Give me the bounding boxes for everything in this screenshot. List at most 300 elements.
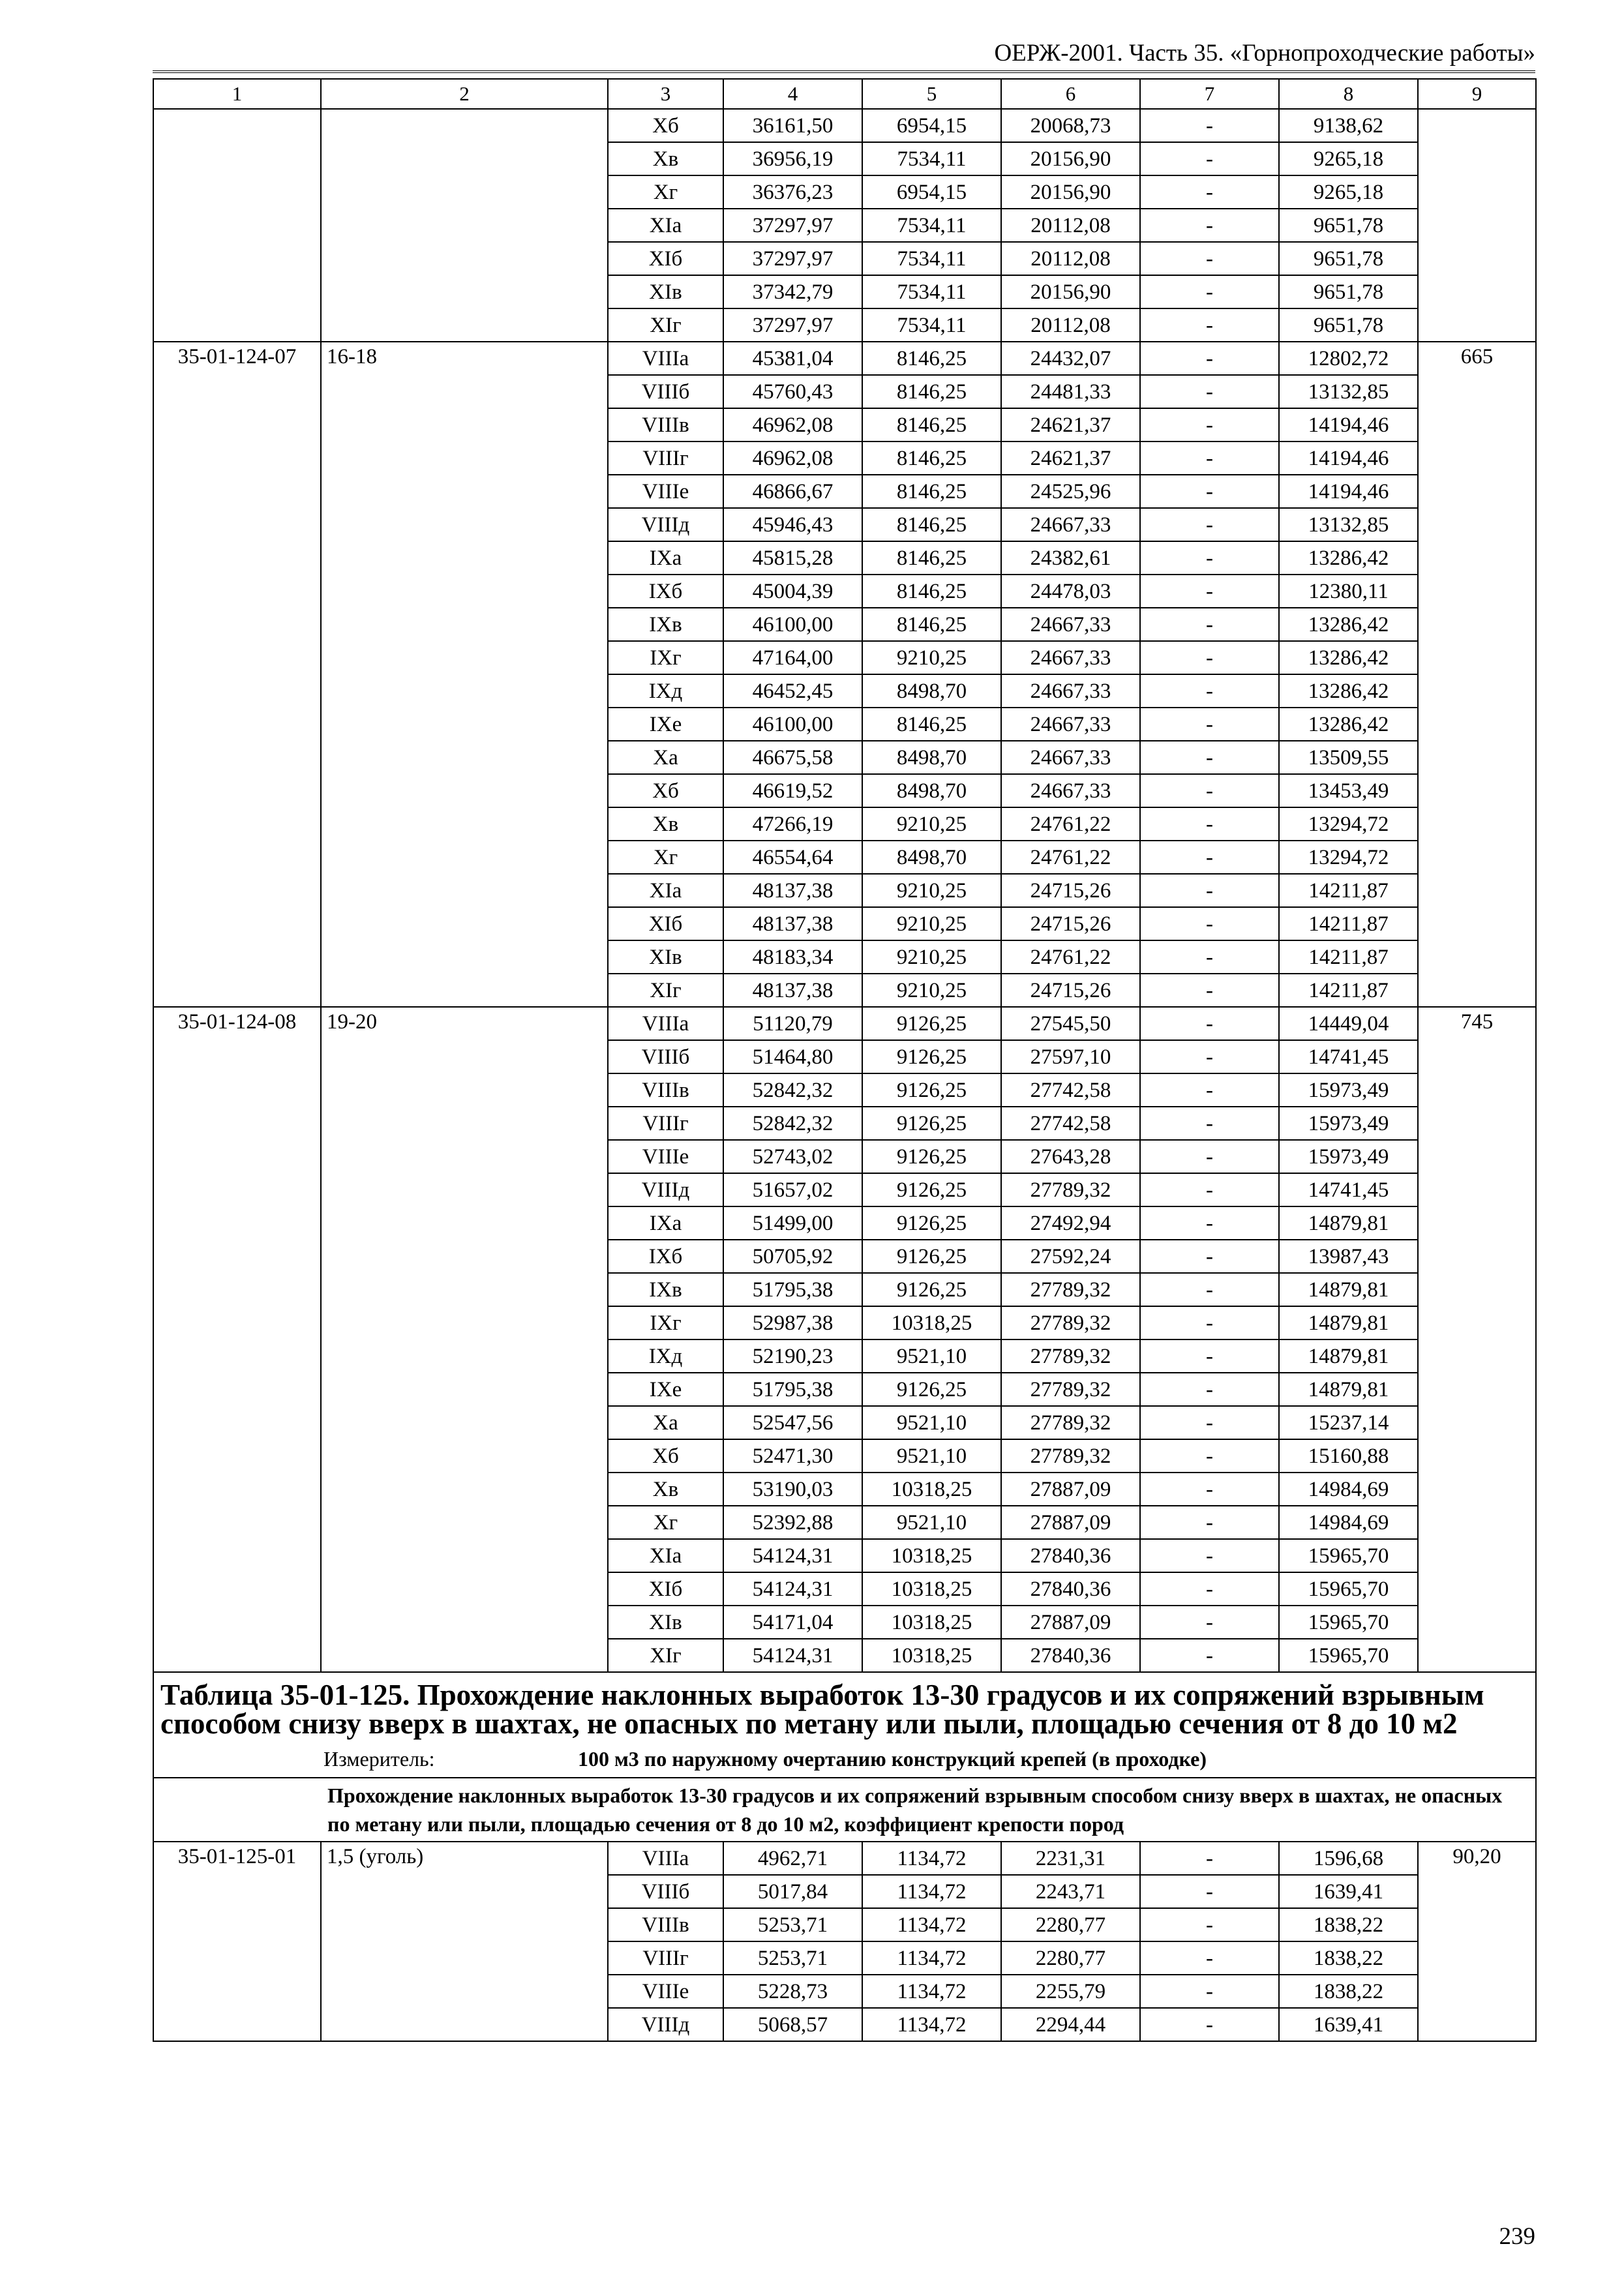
value-cell: 36956,19: [723, 142, 862, 175]
rock-category-cell: XIa: [608, 1539, 723, 1572]
rock-category-cell: Xa: [608, 741, 723, 774]
value-cell: 9126,25: [862, 1073, 1001, 1107]
value-cell: -: [1140, 1941, 1279, 1975]
value-cell: -: [1140, 1040, 1279, 1073]
value-cell: 27492,94: [1001, 1206, 1140, 1240]
value-cell: -: [1140, 408, 1279, 441]
value-cell: 13132,85: [1279, 508, 1418, 541]
value-cell: 15973,49: [1279, 1073, 1418, 1107]
value-cell: -: [1140, 940, 1279, 974]
rock-category-cell: VIIIд: [608, 2008, 723, 2041]
value-cell: -: [1140, 441, 1279, 475]
rock-category-cell: VIIIa: [608, 1007, 723, 1040]
value-cell: 9210,25: [862, 641, 1001, 674]
value-cell: -: [1140, 874, 1279, 907]
value-cell: 45004,39: [723, 575, 862, 608]
rock-category-cell: IXб: [608, 1240, 723, 1273]
value-cell: 54124,31: [723, 1539, 862, 1572]
value-cell: 51499,00: [723, 1206, 862, 1240]
value-cell: -: [1140, 708, 1279, 741]
value-cell: 8146,25: [862, 342, 1001, 375]
value-cell: 8146,25: [862, 541, 1001, 575]
value-cell: 1134,72: [862, 1975, 1001, 2008]
value-cell: -: [1140, 1975, 1279, 2008]
value-cell: 8498,70: [862, 674, 1001, 708]
value-cell: 13286,42: [1279, 541, 1418, 575]
value-cell: 45946,43: [723, 508, 862, 541]
value-cell: 27742,58: [1001, 1073, 1140, 1107]
rock-category-cell: VIIIe: [608, 1975, 723, 2008]
value-cell: 27840,36: [1001, 1539, 1140, 1572]
value-cell: 27742,58: [1001, 1107, 1140, 1140]
value-cell: 1838,22: [1279, 1975, 1418, 2008]
rock-category-cell: IXв: [608, 1273, 723, 1306]
value-cell: 10318,25: [862, 1539, 1001, 1572]
value-cell: 27597,10: [1001, 1040, 1140, 1073]
value-cell: 9265,18: [1279, 142, 1418, 175]
value-cell: 2231,31: [1001, 1842, 1140, 1875]
value-cell: -: [1140, 541, 1279, 575]
rock-category-cell: Xб: [608, 109, 723, 142]
value-cell: 9521,10: [862, 1506, 1001, 1539]
value-cell: 45381,04: [723, 342, 862, 375]
value-cell: 20112,08: [1001, 209, 1140, 242]
value-cell: 46100,00: [723, 608, 862, 641]
rock-category-cell: VIIIг: [608, 1107, 723, 1140]
column-number: 4: [723, 79, 862, 109]
rock-category-cell: VIIIa: [608, 1842, 723, 1875]
value-cell: 27545,50: [1001, 1007, 1140, 1040]
measure-line: [154, 1742, 1535, 1777]
value-cell: 37297,97: [723, 308, 862, 342]
value-cell: 9138,62: [1279, 109, 1418, 142]
value-cell: -: [1140, 1007, 1279, 1040]
value-cell: 13453,49: [1279, 774, 1418, 807]
col9-cell: [1418, 109, 1536, 342]
value-cell: 9651,78: [1279, 308, 1418, 342]
value-cell: -: [1140, 1606, 1279, 1639]
value-cell: 52842,32: [723, 1107, 862, 1140]
value-cell: 8146,25: [862, 575, 1001, 608]
value-cell: 9126,25: [862, 1373, 1001, 1406]
rock-category-cell: IXб: [608, 575, 723, 608]
value-cell: 20112,08: [1001, 242, 1140, 275]
value-cell: 14879,81: [1279, 1273, 1418, 1306]
value-cell: 13286,42: [1279, 674, 1418, 708]
value-cell: -: [1140, 2008, 1279, 2041]
value-cell: 14211,87: [1279, 974, 1418, 1007]
value-cell: 14741,45: [1279, 1040, 1418, 1073]
column-number: 8: [1279, 79, 1418, 109]
value-cell: -: [1140, 1473, 1279, 1506]
value-cell: 9521,10: [862, 1406, 1001, 1439]
value-cell: 9126,25: [862, 1107, 1001, 1140]
value-cell: -: [1140, 1572, 1279, 1606]
rock-category-cell: Xa: [608, 1406, 723, 1439]
value-cell: 9126,25: [862, 1173, 1001, 1206]
value-cell: 15965,70: [1279, 1572, 1418, 1606]
col9-cell: 665: [1418, 342, 1536, 1007]
description-row: [153, 1778, 1536, 1842]
value-cell: -: [1140, 974, 1279, 1007]
rock-category-cell: VIIIe: [608, 1140, 723, 1173]
value-cell: 1838,22: [1279, 1941, 1418, 1975]
value-cell: 9126,25: [862, 1140, 1001, 1173]
value-cell: 27592,24: [1001, 1240, 1140, 1273]
value-cell: 15973,49: [1279, 1107, 1418, 1140]
value-cell: 48183,34: [723, 940, 862, 974]
value-cell: 24667,33: [1001, 608, 1140, 641]
rock-category-cell: Xв: [608, 142, 723, 175]
value-cell: -: [1140, 508, 1279, 541]
value-cell: 46675,58: [723, 741, 862, 774]
value-cell: 27789,32: [1001, 1373, 1140, 1406]
value-cell: 20112,08: [1001, 308, 1140, 342]
rock-category-cell: XIб: [608, 242, 723, 275]
value-cell: -: [1140, 1539, 1279, 1572]
value-cell: -: [1140, 1273, 1279, 1306]
value-cell: 51657,02: [723, 1173, 862, 1206]
value-cell: 14194,46: [1279, 475, 1418, 508]
value-cell: 8146,25: [862, 608, 1001, 641]
value-cell: 37297,97: [723, 242, 862, 275]
value-cell: -: [1140, 1240, 1279, 1273]
rock-category-cell: Xг: [608, 175, 723, 209]
value-cell: 8146,25: [862, 475, 1001, 508]
value-cell: 2255,79: [1001, 1975, 1140, 2008]
value-cell: 14879,81: [1279, 1306, 1418, 1339]
rock-category-cell: VIIIб: [608, 1040, 723, 1073]
value-cell: -: [1140, 109, 1279, 142]
value-cell: 12380,11: [1279, 575, 1418, 608]
value-cell: -: [1140, 774, 1279, 807]
value-cell: 9126,25: [862, 1240, 1001, 1273]
value-cell: 24432,07: [1001, 342, 1140, 375]
value-cell: 14211,87: [1279, 907, 1418, 940]
value-cell: 9521,10: [862, 1439, 1001, 1473]
value-cell: 53190,03: [723, 1473, 862, 1506]
value-cell: 14984,69: [1279, 1473, 1418, 1506]
value-cell: -: [1140, 242, 1279, 275]
value-cell: 52987,38: [723, 1306, 862, 1339]
value-cell: 46962,08: [723, 441, 862, 475]
rock-category-cell: VIIIв: [608, 1073, 723, 1107]
rock-category-cell: XIг: [608, 308, 723, 342]
value-cell: 6954,15: [862, 109, 1001, 142]
value-cell: 6954,15: [862, 175, 1001, 209]
value-cell: 9210,25: [862, 907, 1001, 940]
value-cell: -: [1140, 342, 1279, 375]
value-cell: 10318,25: [862, 1639, 1001, 1672]
value-cell: 27887,09: [1001, 1506, 1140, 1539]
value-cell: -: [1140, 1875, 1279, 1908]
value-cell: 9651,78: [1279, 242, 1418, 275]
rock-category-cell: XIв: [608, 275, 723, 308]
value-cell: 27789,32: [1001, 1406, 1140, 1439]
col9-cell: 90,20: [1418, 1842, 1536, 2041]
value-cell: 52190,23: [723, 1339, 862, 1373]
column-number: 2: [321, 79, 608, 109]
value-cell: -: [1140, 608, 1279, 641]
code-cell: 35-01-124-08: [153, 1007, 321, 1672]
value-cell: 48137,38: [723, 974, 862, 1007]
value-cell: 24621,37: [1001, 441, 1140, 475]
value-cell: 8146,25: [862, 708, 1001, 741]
rock-category-cell: VIIIe: [608, 475, 723, 508]
value-cell: 51795,38: [723, 1373, 862, 1406]
value-cell: 7534,11: [862, 142, 1001, 175]
rock-category-cell: IXa: [608, 541, 723, 575]
value-cell: 24715,26: [1001, 907, 1140, 940]
value-cell: 51464,80: [723, 1040, 862, 1073]
value-cell: 27643,28: [1001, 1140, 1140, 1173]
value-cell: 36376,23: [723, 175, 862, 209]
value-cell: 24667,33: [1001, 508, 1140, 541]
value-cell: 54124,31: [723, 1572, 862, 1606]
value-cell: 52547,56: [723, 1406, 862, 1439]
value-cell: -: [1140, 1339, 1279, 1373]
value-cell: 13987,43: [1279, 1240, 1418, 1273]
value-cell: 10318,25: [862, 1606, 1001, 1639]
value-cell: -: [1140, 1173, 1279, 1206]
rock-category-cell: Xб: [608, 1439, 723, 1473]
value-cell: 14879,81: [1279, 1206, 1418, 1240]
table-row: [153, 1842, 1536, 1875]
value-cell: 7534,11: [862, 242, 1001, 275]
value-cell: -: [1140, 175, 1279, 209]
value-cell: 47164,00: [723, 641, 862, 674]
value-cell: 9126,25: [862, 1206, 1001, 1240]
value-cell: 8146,25: [862, 508, 1001, 541]
value-cell: 10318,25: [862, 1306, 1001, 1339]
rock-category-cell: VIIIг: [608, 1941, 723, 1975]
rock-category-cell: IXe: [608, 708, 723, 741]
value-cell: 14741,45: [1279, 1173, 1418, 1206]
value-cell: 24761,22: [1001, 841, 1140, 874]
value-cell: 46554,64: [723, 841, 862, 874]
value-cell: -: [1140, 308, 1279, 342]
table-row: [153, 109, 1536, 142]
value-cell: 14194,46: [1279, 408, 1418, 441]
rock-category-cell: Xг: [608, 1506, 723, 1539]
value-cell: 15973,49: [1279, 1140, 1418, 1173]
value-cell: -: [1140, 475, 1279, 508]
value-cell: 9210,25: [862, 807, 1001, 841]
value-cell: 14984,69: [1279, 1506, 1418, 1539]
rock-category-cell: Xг: [608, 841, 723, 874]
value-cell: 37297,97: [723, 209, 862, 242]
value-cell: 1134,72: [862, 2008, 1001, 2041]
table-title: Таблица 35-01-125. Прохождение наклонных выработок 13-30 градусов и их сопряжений взрывным способом снизу вверх в шахтах, не опасных по метану или пыли, площадью сечения от 8 до 10 м2: [153, 1672, 1536, 1742]
value-cell: -: [1140, 1107, 1279, 1140]
rock-category-cell: XIв: [608, 940, 723, 974]
value-cell: 27887,09: [1001, 1473, 1140, 1506]
rock-category-cell: Xв: [608, 1473, 723, 1506]
code-cell: [153, 109, 321, 342]
value-cell: 10318,25: [862, 1572, 1001, 1606]
col9-cell: 745: [1418, 1007, 1536, 1672]
value-cell: 20156,90: [1001, 142, 1140, 175]
rock-category-cell: Xб: [608, 774, 723, 807]
value-cell: 9210,25: [862, 874, 1001, 907]
value-cell: 10318,25: [862, 1473, 1001, 1506]
value-cell: 27789,32: [1001, 1173, 1140, 1206]
value-cell: 24667,33: [1001, 774, 1140, 807]
value-cell: 13286,42: [1279, 608, 1418, 641]
value-cell: -: [1140, 1306, 1279, 1339]
value-cell: -: [1140, 1140, 1279, 1173]
value-cell: 46619,52: [723, 774, 862, 807]
value-cell: 14879,81: [1279, 1373, 1418, 1406]
value-cell: 4962,71: [723, 1842, 862, 1875]
value-cell: 24621,37: [1001, 408, 1140, 441]
rock-category-cell: XIв: [608, 1606, 723, 1639]
value-cell: -: [1140, 841, 1279, 874]
value-cell: 2280,77: [1001, 1941, 1140, 1975]
code-cell: 35-01-124-07: [153, 342, 321, 1007]
value-cell: 24667,33: [1001, 674, 1140, 708]
value-cell: 50705,92: [723, 1240, 862, 1273]
value-cell: -: [1140, 641, 1279, 674]
value-cell: 45760,43: [723, 375, 862, 408]
value-cell: 5017,84: [723, 1875, 862, 1908]
value-cell: 54124,31: [723, 1639, 862, 1672]
value-cell: 12802,72: [1279, 342, 1418, 375]
param-cell: 16-18: [321, 342, 608, 1007]
value-cell: 48137,38: [723, 907, 862, 940]
value-cell: 24715,26: [1001, 874, 1140, 907]
table-description: Прохождение наклонных выработок 13-30 градусов и их сопряжений взрывным способом снизу вверх в шахтах, не опасных по метану или пыли, площадью сечения от 8 до 10 м2, коэффициент крепости пород: [321, 1778, 1536, 1842]
page-header: ОЕРЖ-2001. Часть 35. «Горнопроходческие работы»: [153, 38, 1535, 73]
value-cell: 24761,22: [1001, 807, 1140, 841]
value-cell: 14211,87: [1279, 874, 1418, 907]
value-cell: 13286,42: [1279, 641, 1418, 674]
measure-value: 100 м3 по наружному очертанию конструкций крепей (в проходке): [578, 1747, 1207, 1771]
description-spacer: [153, 1778, 321, 1842]
value-cell: 8498,70: [862, 841, 1001, 874]
value-cell: 24481,33: [1001, 375, 1140, 408]
code-cell: 35-01-125-01: [153, 1842, 321, 2041]
value-cell: -: [1140, 674, 1279, 708]
value-cell: 13294,72: [1279, 841, 1418, 874]
value-cell: -: [1140, 142, 1279, 175]
value-cell: 14449,04: [1279, 1007, 1418, 1040]
value-cell: -: [1140, 1506, 1279, 1539]
rock-category-cell: XIг: [608, 974, 723, 1007]
value-cell: 52392,88: [723, 1506, 862, 1539]
rock-category-cell: VIIIг: [608, 441, 723, 475]
value-cell: 9210,25: [862, 974, 1001, 1007]
value-cell: 20068,73: [1001, 109, 1140, 142]
value-cell: 46866,67: [723, 475, 862, 508]
rock-category-cell: XIб: [608, 907, 723, 940]
rock-category-cell: VIIIв: [608, 1908, 723, 1941]
value-cell: 13509,55: [1279, 741, 1418, 774]
value-cell: 9210,25: [862, 940, 1001, 974]
value-cell: 52743,02: [723, 1140, 862, 1173]
rock-category-cell: XIг: [608, 1639, 723, 1672]
value-cell: -: [1140, 1842, 1279, 1875]
value-cell: -: [1140, 741, 1279, 774]
value-cell: 5068,57: [723, 2008, 862, 2041]
value-cell: -: [1140, 1639, 1279, 1672]
value-cell: 51120,79: [723, 1007, 862, 1040]
value-cell: 1639,41: [1279, 2008, 1418, 2041]
rock-category-cell: IXг: [608, 1306, 723, 1339]
value-cell: 15160,88: [1279, 1439, 1418, 1473]
column-number: 7: [1140, 79, 1279, 109]
table-title-row: [153, 1672, 1536, 1742]
value-cell: 27789,32: [1001, 1273, 1140, 1306]
value-cell: -: [1140, 907, 1279, 940]
value-cell: 27840,36: [1001, 1639, 1140, 1672]
rock-category-cell: VIIIб: [608, 1875, 723, 1908]
value-cell: 48137,38: [723, 874, 862, 907]
value-cell: 46962,08: [723, 408, 862, 441]
value-cell: -: [1140, 375, 1279, 408]
value-cell: 27789,32: [1001, 1306, 1140, 1339]
value-cell: 24525,96: [1001, 475, 1140, 508]
value-cell: -: [1140, 1206, 1279, 1240]
value-cell: 24478,03: [1001, 575, 1140, 608]
rock-category-cell: IXe: [608, 1373, 723, 1406]
value-cell: 9126,25: [862, 1040, 1001, 1073]
value-cell: 27840,36: [1001, 1572, 1140, 1606]
rock-category-cell: VIIIб: [608, 375, 723, 408]
value-cell: 27789,32: [1001, 1339, 1140, 1373]
rates-table: [153, 78, 1537, 2042]
value-cell: 8146,25: [862, 375, 1001, 408]
param-cell: 19-20: [321, 1007, 608, 1672]
value-cell: 47266,19: [723, 807, 862, 841]
value-cell: 8498,70: [862, 774, 1001, 807]
rock-category-cell: VIIIв: [608, 408, 723, 441]
value-cell: 37342,79: [723, 275, 862, 308]
value-cell: 8146,25: [862, 441, 1001, 475]
value-cell: 9126,25: [862, 1273, 1001, 1306]
value-cell: 24667,33: [1001, 641, 1140, 674]
value-cell: 9651,78: [1279, 209, 1418, 242]
param-cell: 1,5 (уголь): [321, 1842, 608, 2041]
value-cell: 2243,71: [1001, 1875, 1140, 1908]
rock-category-cell: VIIIд: [608, 508, 723, 541]
value-cell: 15965,70: [1279, 1539, 1418, 1572]
rock-category-cell: IXг: [608, 641, 723, 674]
value-cell: 20156,90: [1001, 275, 1140, 308]
value-cell: 5253,71: [723, 1908, 862, 1941]
value-cell: 51795,38: [723, 1273, 862, 1306]
value-cell: -: [1140, 209, 1279, 242]
value-cell: 7534,11: [862, 308, 1001, 342]
value-cell: 1838,22: [1279, 1908, 1418, 1941]
column-number: 5: [862, 79, 1001, 109]
value-cell: 1134,72: [862, 1842, 1001, 1875]
table-row: [153, 1007, 1536, 1040]
value-cell: 1596,68: [1279, 1842, 1418, 1875]
value-cell: 45815,28: [723, 541, 862, 575]
page-number: 239: [1499, 2223, 1535, 2250]
value-cell: 9651,78: [1279, 275, 1418, 308]
value-cell: 24382,61: [1001, 541, 1140, 575]
value-cell: 15965,70: [1279, 1606, 1418, 1639]
column-number-row: [153, 79, 1536, 109]
value-cell: -: [1140, 1908, 1279, 1941]
measure-row: [153, 1742, 1536, 1778]
value-cell: 24667,33: [1001, 708, 1140, 741]
param-cell: [321, 109, 608, 342]
rock-category-cell: IXд: [608, 1339, 723, 1373]
value-cell: 24667,33: [1001, 741, 1140, 774]
